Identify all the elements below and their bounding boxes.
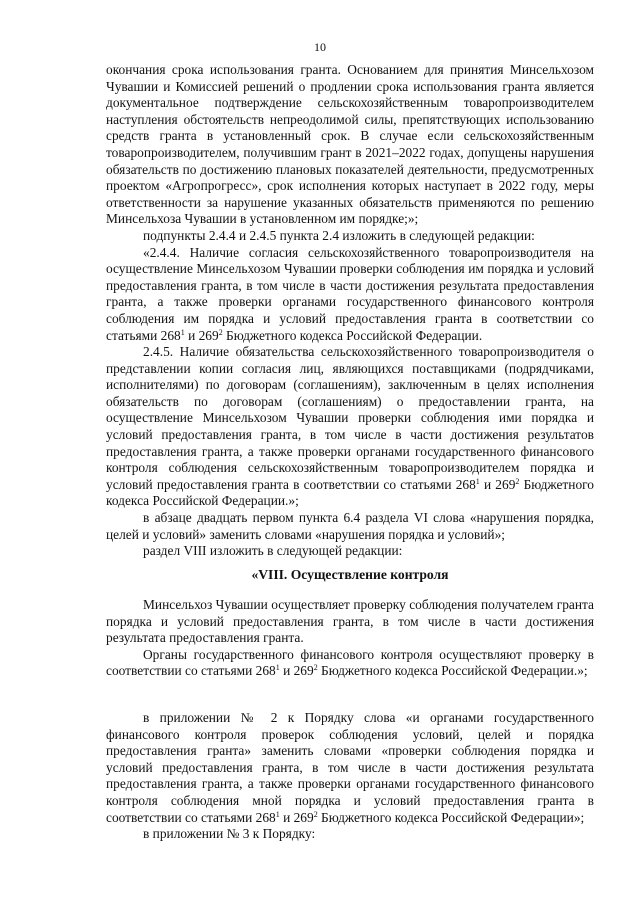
paragraph-2-4-4: «2.4.4. Наличие согласия сельскохозяйственного товаропроизводителя на осуществление Минсельхозом Чувашии проверки соблюдения им порядка и условий предоставления гранта, в том числе в части достижения результата предоставления гранта, а также проверки органами государственного финансового контроля соблюдения им порядка и условий предоставления гранта в соответствии со статьями $268^1$ и $269^2$ Бюджетного кодекса Российской Федерации. <box>106 244 594 343</box>
paragraph-appendix-3: в приложении № 3 к Порядку: <box>143 826 316 842</box>
paragraph-appendix-2: в приложении № 2 к Порядку слова «и органами государственного финансового контроля проверок соблюдения условий, целей и порядка предоставления гранта» заменить словами «проверки соблюдения порядка и условий предоставления гранта, в том числе в части достижения результата предоставления гранта, а также проверки органами государственного финансового контроля соблюдения мной порядка и условий предоставления гранта в соответствии со статьями $268^1$ и $269^2$ Бюджетного кодекса Российской Федерации»; <box>106 710 594 825</box>
paragraph-grant-term: окончания срока использования гранта. Основанием для принятия Минсельхозом Чувашии и Комиссией решений о продлении срока использования гранта является документальное подтверждение сельскохозяйственным товаропроизводителем наступления обстоятельств непреодолимой силы, препятствующих использованию средств гранта в установленный срок. В случае если сельскохозяйственным товаропроизводителем, получившим грант в 2021–2022 годах, допущены нарушения обязательств по достижению плановых показателей деятельности, предусмотренных проектом «Агропрогресс», срок исполнения которых наступает в 2022 году, меры ответственности за нарушение указанных обязательств применяются по решению Минсельхоза Чувашии в установленном им порядке;»; <box>106 62 594 227</box>
section-heading-block <box>106 567 594 584</box>
paragraph-section-vi: в абзаце двадцать первом пункта 6.4 раздела VI слова «нарушения порядка, целей и условий» заменить словами «нарушения порядка и условий»; <box>106 510 594 542</box>
section-heading: «VIII. Осуществление контроля <box>251 567 449 582</box>
footnote-superscript: 2 <box>313 809 318 819</box>
footnote-superscript: 1 <box>475 476 480 486</box>
document-body <box>106 62 594 560</box>
footnote-superscript: 1 <box>275 663 280 673</box>
page-number: 10 <box>314 40 326 54</box>
paragraph-control-finance: Органы государственного финансового контроля осуществляют проверку в соответствии со статьями $268^1$ и $269^2$ Бюджетного кодекса Российской Федерации.»; <box>106 646 594 679</box>
paragraph-control-ministry: Минсельхоз Чувашии осуществляет проверку соблюдения получателем гранта порядка и условий предоставления гранта, в том числе в части достижения результата предоставления гранта. <box>106 597 594 646</box>
appendix-changes <box>106 710 594 843</box>
paragraph-2-4-5: 2.4.5. Наличие обязательства сельскохозяйственного товаропроизводителя о представлении копии согласия лиц, являющихся поставщиками (подрядчиками, исполнителями) по договорам (соглашениям), заключенным в целях исполнения обязательств по договорам (соглашениям) о предоставлении гранта, на осуществление Минсельхозом Чувашии проверки соблюдения ими порядка и условий предоставления гранта, в том числе в части достижения результатов предоставления гранта, а также проверки органами государственного финансового контроля соблюдения сельскохозяйственным товаропроизводителем порядка и условий предоставления гранта в соответствии со статьями $268^1$ и $269^2$ Бюджетного кодекса Российской Федерации.»; <box>106 344 594 509</box>
paragraph-subpoints-intro: подпункты 2.4.4 и 2.4.5 пункта 2.4 изложить в следующей редакции: <box>143 227 535 243</box>
footnote-superscript: 1 <box>275 809 280 819</box>
footnote-superscript: 1 <box>180 327 185 337</box>
footnote-superscript: 2 <box>218 327 223 337</box>
footnote-superscript: 2 <box>515 476 520 486</box>
paragraph-section-viii-intro: раздел VIII изложить в следующей редакции: <box>143 543 403 559</box>
footnote-superscript: 2 <box>313 663 318 673</box>
control-section-body <box>106 597 594 680</box>
